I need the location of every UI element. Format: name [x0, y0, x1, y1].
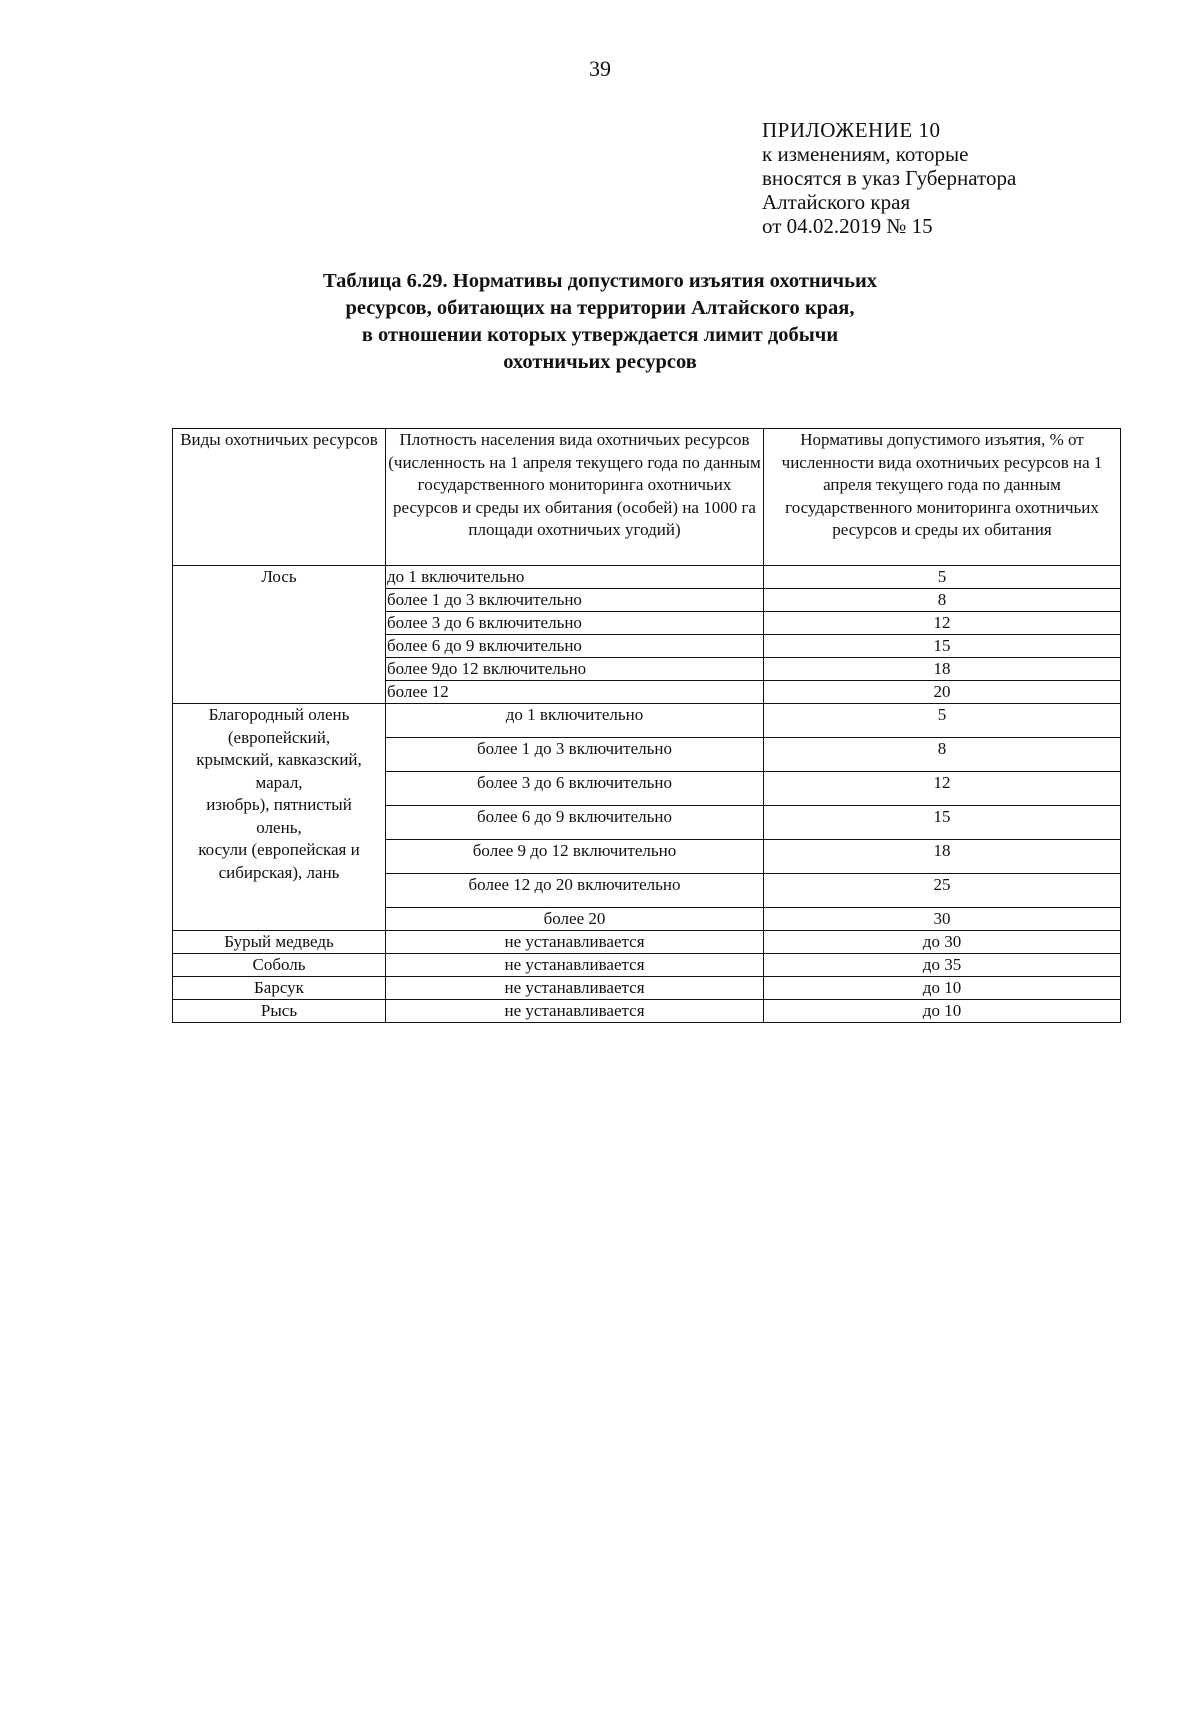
- density-cell: более 12 до 20 включительно: [386, 874, 764, 908]
- table-title-line: ресурсов, обитающих на территории Алтайского края,: [345, 297, 855, 319]
- norm-cell: 8: [764, 738, 1121, 772]
- norm-cell: 5: [764, 566, 1121, 589]
- norm-cell: 12: [764, 612, 1121, 635]
- species-cell: Бурый медведь: [173, 931, 386, 954]
- table-row: [173, 977, 1121, 1000]
- density-cell: до 1 включительно: [386, 704, 764, 738]
- appendix-line: Алтайского края: [762, 190, 911, 214]
- species-cell: Соболь: [173, 954, 386, 977]
- appendix-block: [762, 118, 1016, 238]
- header-species: Виды охотничьих ресурсов: [173, 429, 386, 566]
- norm-cell: 12: [764, 772, 1121, 806]
- species-cell: Барсук: [173, 977, 386, 1000]
- density-cell: не устанавливается: [386, 977, 764, 1000]
- norm-cell: 25: [764, 874, 1121, 908]
- species-cell: Рысь: [173, 1000, 386, 1023]
- appendix-line: вносятся в указ Губернатора: [762, 166, 1017, 190]
- species-cell-deer: [173, 704, 386, 931]
- norm-cell: до 35: [764, 954, 1121, 977]
- species-line: олень,: [256, 817, 302, 837]
- norm-cell: 30: [764, 908, 1121, 931]
- species-line: Благородный олень: [208, 705, 350, 724]
- density-cell: более 1 до 3 включительно: [386, 589, 764, 612]
- density-cell: до 1 включительно: [386, 566, 764, 589]
- appendix-title: ПРИЛОЖЕНИЕ 10: [762, 118, 941, 142]
- header-norm: Нормативы допустимого изъятия, % от численности вида охотничьих ресурсов на 1 апреля текущего года по данным государственного мониторинга охотничьих ресурсов и среды их обитания: [764, 429, 1121, 566]
- density-cell: более 3 до 6 включительно: [386, 612, 764, 635]
- density-cell: более 9до 12 включительно: [386, 658, 764, 681]
- density-cell: более 6 до 9 включительно: [386, 806, 764, 840]
- table-title-line: охотничьих ресурсов: [503, 351, 697, 373]
- density-cell: более 9 до 12 включительно: [386, 840, 764, 874]
- norms-table: [172, 428, 1121, 1023]
- species-cell-moose: Лось: [173, 566, 386, 704]
- table-row: [173, 704, 1121, 738]
- norm-cell: 15: [764, 806, 1121, 840]
- species-line: марал,: [255, 772, 303, 792]
- species-line: изюбрь), пятнистый: [206, 795, 352, 814]
- density-cell: не устанавливается: [386, 931, 764, 954]
- norm-cell: до 10: [764, 977, 1121, 1000]
- table-row: [173, 954, 1121, 977]
- appendix-line: к изменениям, которые: [762, 142, 969, 166]
- table-row: [173, 566, 1121, 589]
- norm-cell: 18: [764, 658, 1121, 681]
- density-cell: более 6 до 9 включительно: [386, 635, 764, 658]
- species-line: косули (европейская и: [198, 840, 360, 859]
- density-cell: более 20: [386, 908, 764, 931]
- table-title-line: Таблица 6.29. Нормативы допустимого изъятия охотничьих: [322, 270, 878, 292]
- page-number: 39: [589, 56, 611, 81]
- norm-cell: до 10: [764, 1000, 1121, 1023]
- norm-cell: 20: [764, 681, 1121, 704]
- norm-cell: 15: [764, 635, 1121, 658]
- density-cell: более 3 до 6 включительно: [386, 772, 764, 806]
- table-row: [173, 1000, 1121, 1023]
- header-density: Плотность населения вида охотничьих ресурсов (численность на 1 апреля текущего года по данным государственного мониторинга охотничьих ресурсов и среды их обитания (особей) на 1000 га площади охотничьих угодий): [386, 429, 764, 566]
- species-line: сибирская), лань: [218, 862, 340, 882]
- norm-cell: до 30: [764, 931, 1121, 954]
- density-cell: не устанавливается: [386, 954, 764, 977]
- species-line: крымский, кавказский,: [196, 750, 362, 769]
- density-cell: более 12: [386, 681, 764, 704]
- species-line: (европейский,: [227, 727, 331, 747]
- table-title-line: в отношении которых утверждается лимит добычи: [361, 324, 839, 346]
- norm-cell: 5: [764, 704, 1121, 738]
- norm-cell: 18: [764, 840, 1121, 874]
- table-title: [200, 268, 1000, 376]
- norm-cell: 8: [764, 589, 1121, 612]
- density-cell: не устанавливается: [386, 1000, 764, 1023]
- table-row: [173, 931, 1121, 954]
- appendix-date-line: от 04.02.2019 № 15: [762, 214, 933, 238]
- table-header-row: [173, 429, 1121, 566]
- density-cell: более 1 до 3 включительно: [386, 738, 764, 772]
